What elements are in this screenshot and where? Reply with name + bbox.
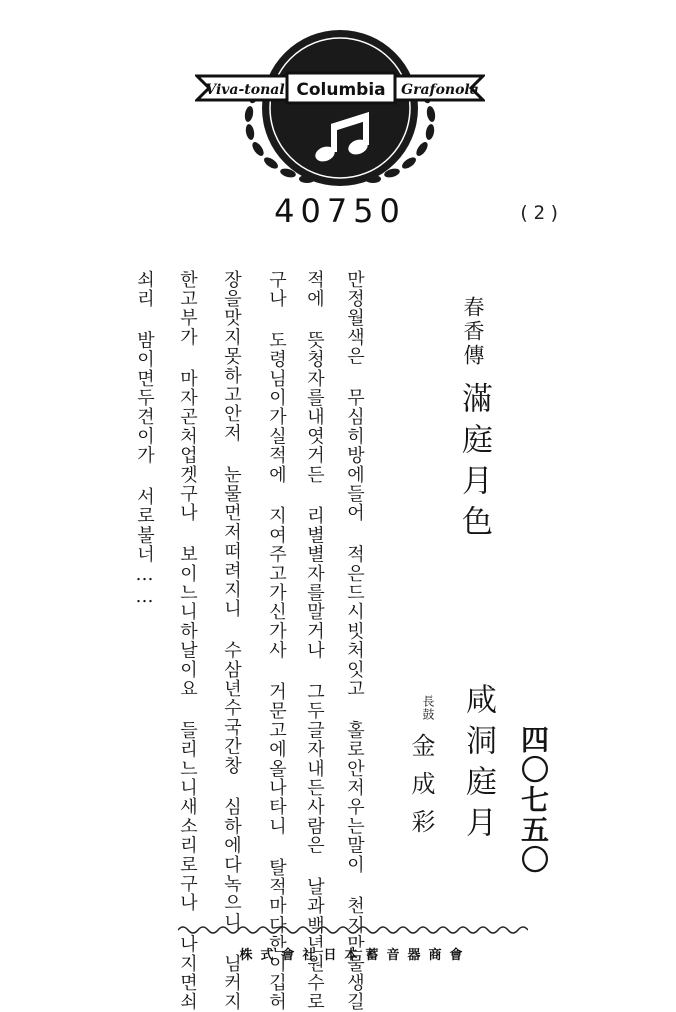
lyrics-column: 쇠리 밤이면두견이가 서로불너……: [134, 270, 155, 609]
lyrics-column: 구나 도령님이가실적에 지여주고가신가사 거문고에올나타니 탈적마다한이깁허: [266, 270, 287, 1012]
laurel-leaf: [245, 123, 256, 140]
catalog-number-kanji: 四〇七五〇: [517, 725, 550, 875]
laurel-leaf: [426, 105, 437, 122]
laurel-leaf: [244, 105, 255, 122]
laurel-leaf: [414, 140, 430, 158]
performer-group: 咸洞庭月: [460, 683, 496, 847]
song-title: 滿庭月色: [456, 382, 492, 546]
laurel-leaf: [250, 140, 266, 158]
title-subtitle: 春香傳: [461, 296, 485, 368]
lyrics-column: 만정월색은 무심히방에들어 적은드시빗처잇고 홀로안저우는말이 천지만물생길: [344, 270, 365, 1012]
laurel-leaf: [400, 155, 418, 171]
ribbon-left-text: Viva-tonal: [205, 82, 285, 98]
laurel-leaf: [262, 155, 280, 171]
laurel-leaf: [425, 123, 436, 140]
company-name: 株式會社日本蓄音器商會: [239, 948, 471, 963]
columbia-logo: [195, 28, 485, 190]
wavy-divider: [178, 924, 528, 936]
lyrics-column: 적에 뜻청자를내엿거든 리별별자를말거나 그두글자내든사람은 날과백년원수로: [304, 270, 325, 1012]
instrument-label: 長鼓: [421, 695, 435, 721]
ribbon-right-text: Grafonola: [401, 82, 479, 98]
logo-disc: [262, 30, 418, 186]
performer-name: 金成彩: [407, 733, 435, 847]
side-number: (2): [518, 202, 565, 224]
lyrics-column: 한고부가 마자곤처업겟구나 보이느니하날이요 들리느니새소리로구나 나지면쇠: [177, 270, 198, 1012]
brand-name: Columbia: [296, 80, 386, 100]
lyrics-column: 장을맛지못하고안저 눈물먼저떠려지니 수삼년수국간창 심하에다녹으니 님커지: [221, 270, 242, 1012]
catalog-number: 40750: [274, 192, 406, 230]
